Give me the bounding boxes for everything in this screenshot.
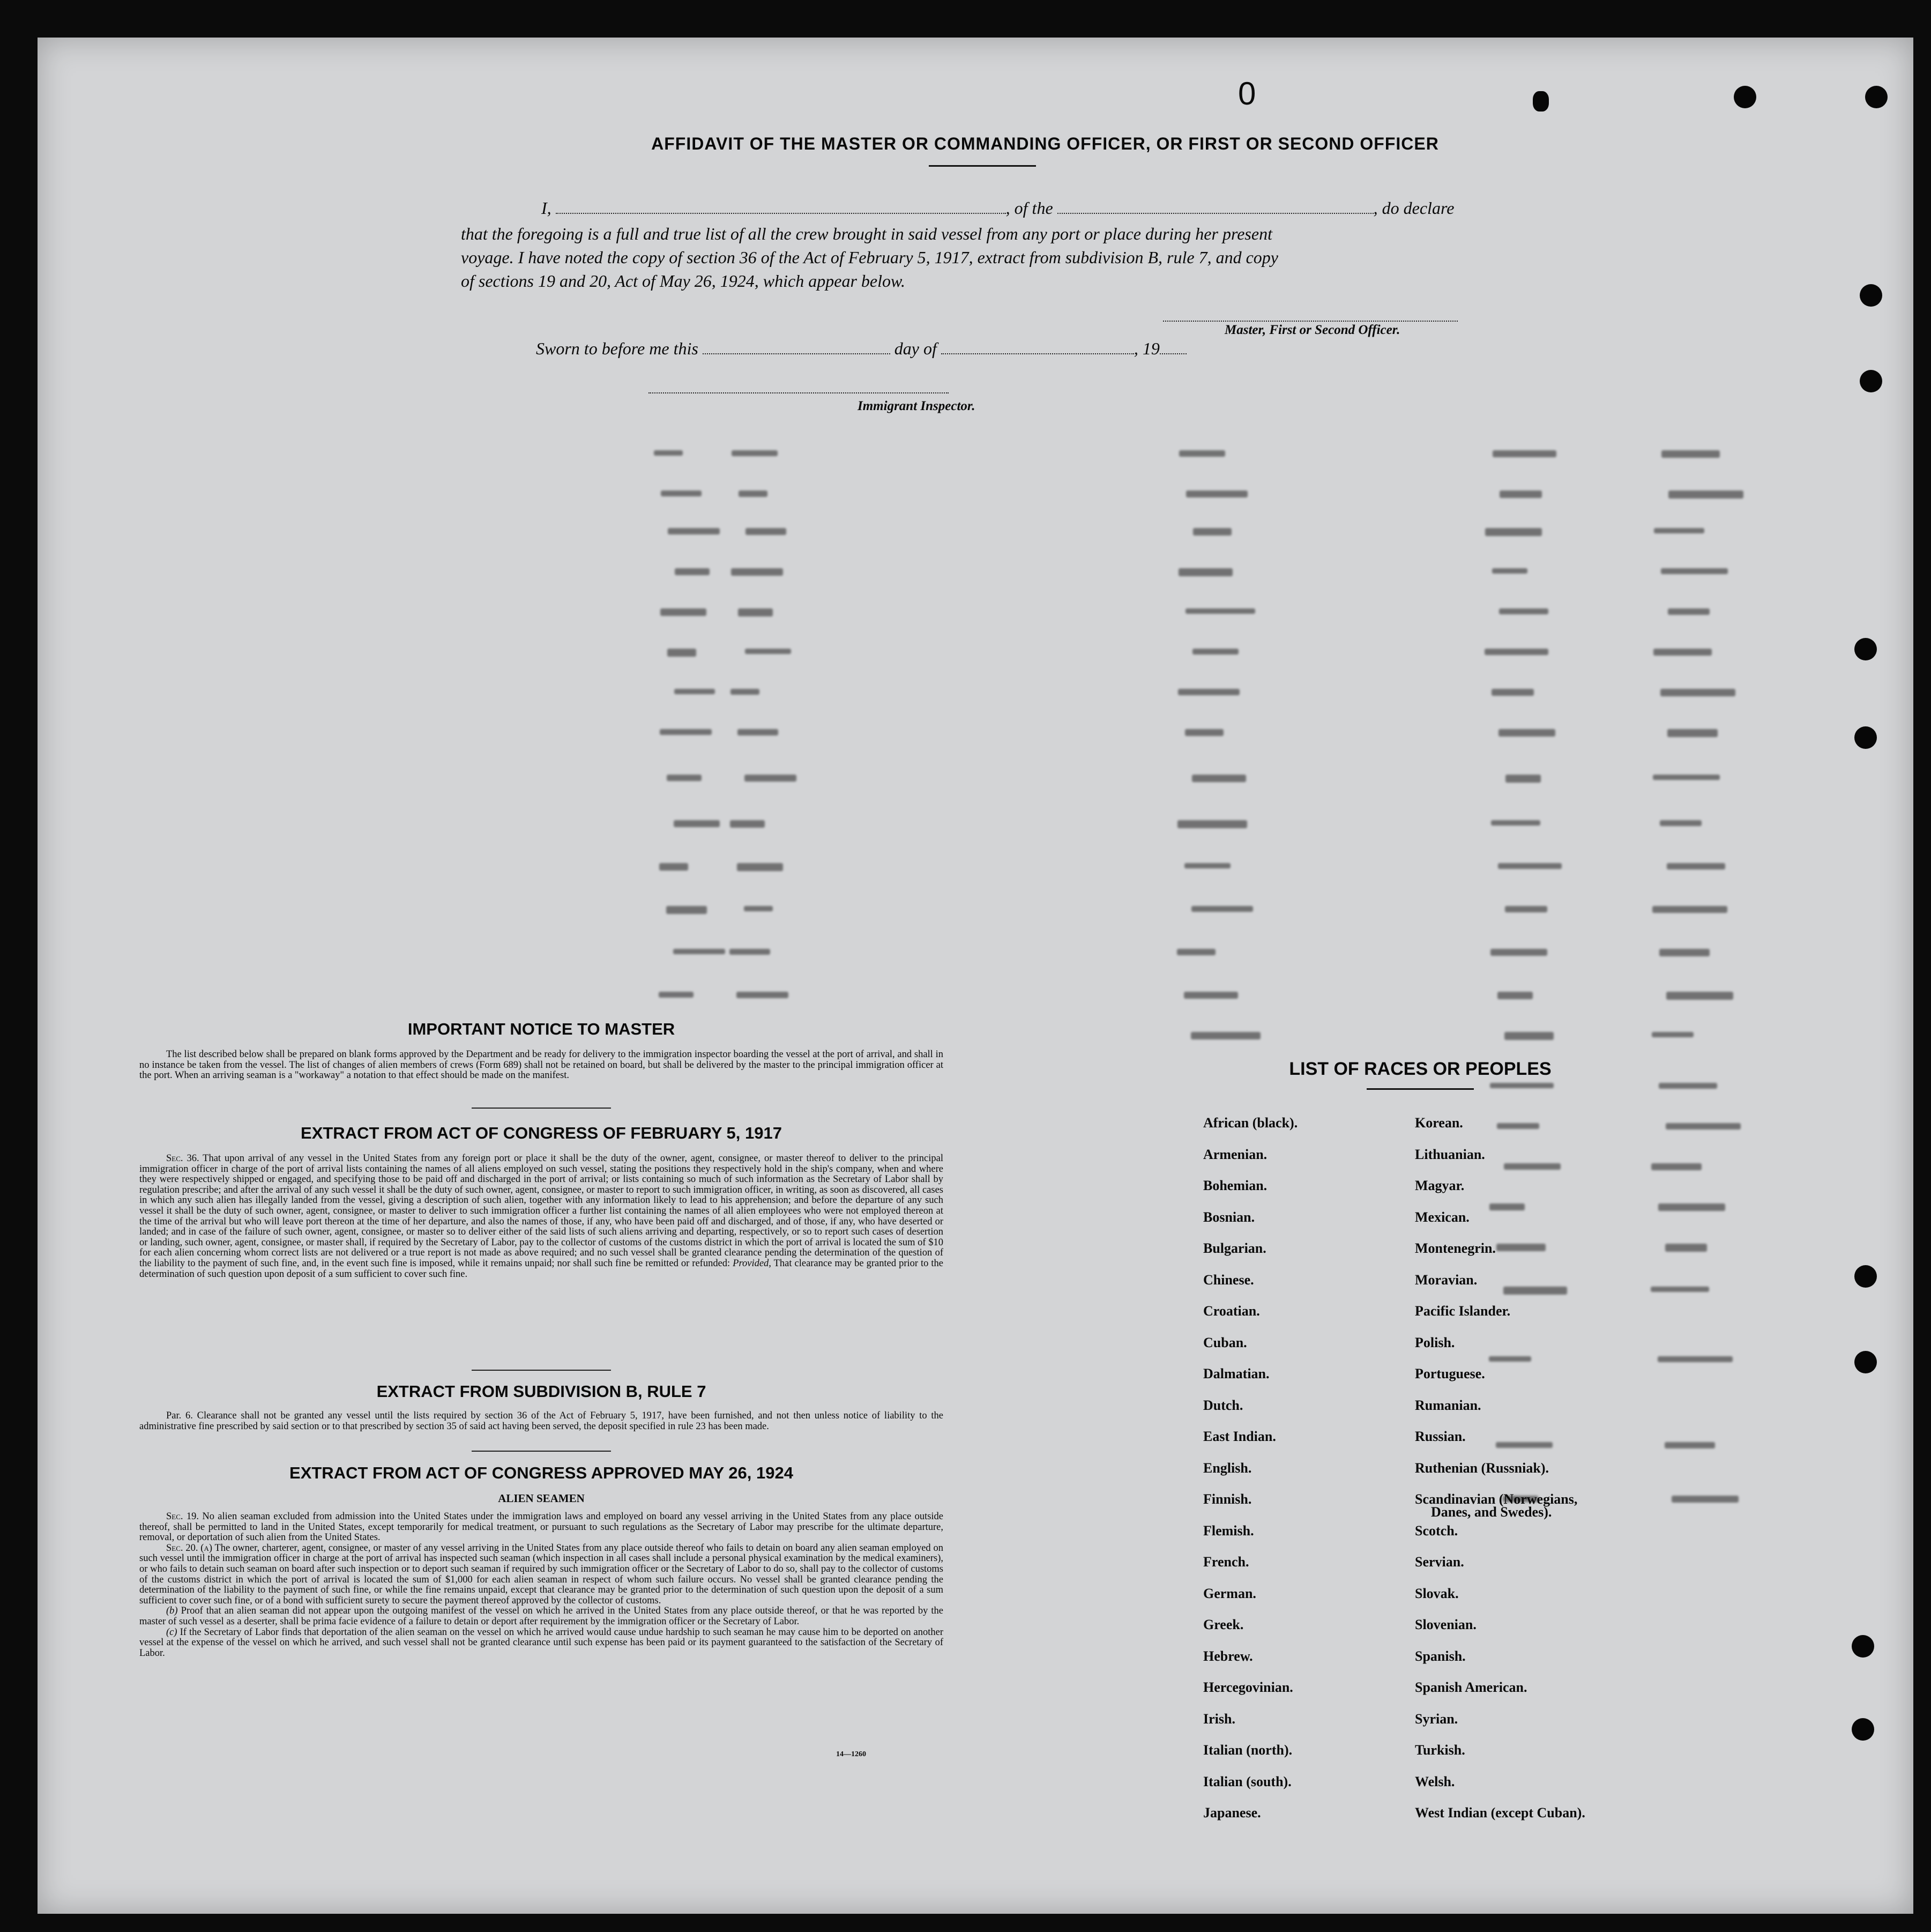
race-label: Montenegrin.	[1415, 1240, 1496, 1256]
bleed-through-smudge	[736, 992, 788, 998]
bleed-through-smudge	[1659, 1083, 1717, 1089]
bleed-through-smudge	[1184, 863, 1231, 868]
race-label: Cuban.	[1203, 1334, 1247, 1350]
race-item	[1415, 1711, 1585, 1743]
bleed-through-smudge	[1490, 1083, 1554, 1088]
race-label: Irish.	[1203, 1711, 1235, 1727]
punch-hole	[1860, 370, 1882, 392]
bleed-through-smudge	[1191, 1032, 1261, 1039]
race-item	[1203, 1272, 1298, 1304]
bleed-through-smudge	[1652, 906, 1727, 913]
affidavit-line-4: of sections 19 and 20, Act of May 26, 1924, which appear below.	[461, 271, 905, 291]
affidavit-line-1	[461, 198, 1554, 218]
bleed-through-smudge	[1492, 568, 1527, 574]
extract-1924-title: EXTRACT FROM ACT OF CONGRESS APPROVED MAY 26, 1924	[289, 1463, 793, 1482]
sworn-year-blank	[1160, 340, 1187, 354]
bleed-through-smudge	[1500, 491, 1542, 498]
race-label: Russian.	[1415, 1429, 1466, 1444]
sec-36-label: Sec. 36.	[166, 1153, 199, 1164]
race-label: Dalmatian.	[1203, 1366, 1270, 1381]
race-item	[1415, 1648, 1585, 1680]
race-label: Pacific Islander.	[1415, 1303, 1511, 1319]
race-item	[1415, 1272, 1585, 1304]
race-label: Croatian.	[1203, 1303, 1260, 1319]
bleed-through-smudge	[1652, 1032, 1694, 1037]
race-item	[1415, 1303, 1585, 1335]
bleed-through-smudge	[730, 820, 765, 828]
bleed-through-smudge	[744, 906, 773, 911]
bleed-through-smudge	[744, 775, 796, 782]
sec-20b-body: Proof that an alien seaman did not appear upon the outgoing manifest of the vessel on which he arrived in the United States from any place outside thereof, or that he was reported by the master of such vessel as a deserter, shall be prima facie evidence of a failure to detain or deport after requirement by the immigration officer or the Secretary of Labor.	[139, 1606, 944, 1627]
race-item	[1203, 1240, 1298, 1272]
race-label: Slovenian.	[1415, 1617, 1477, 1632]
bleed-through-smudge	[661, 491, 702, 496]
race-label: Rumanian.	[1415, 1397, 1481, 1413]
race-item	[1203, 1648, 1298, 1680]
race-label: Italian (north).	[1203, 1742, 1293, 1758]
races-column-left	[1203, 1115, 1298, 1837]
race-label: African (black).	[1203, 1115, 1298, 1131]
bleed-through-smudge	[1651, 1287, 1709, 1292]
sec-20a-body: The owner, charterer, agent, consignee, or master of any vessel arriving in the United States from any place outside thereof who fails to detain on board any alien seaman employed on such vessel until the immigration officer in charge at the port of arrival has inspected such seaman (which inspection in all cases shall include a personal physical examination by the medical examiners), or who fails to detain such seaman on board after such inspection or to deport such seaman if required by such immigration officer or the Secretary of Labor to do so, shall pay to the collector of customs of the customs district in which the port of arrival is located the sum of $1,000 for each alien seaman in respect of whom such failure occurs. No vessel shall be granted clearance pending the determination of the liability to the payment of such fine, or while the fine remains unpaid, except that clearance may be granted prior to the determination of such question upon the deposit of a sum sufficient to cover such fine, or of a bond with sufficient surety to secure the payment thereof approved by the collector of customs.	[139, 1542, 943, 1606]
bleed-through-smudge	[1193, 528, 1232, 536]
sec-19-body: No alien seaman excluded from admission into the United States under the immigration laws and employed on board any vessel arriving in the United States from any place outside thereof, shall be permitted to land in the United States, except temporarily for medical treatment, or pursuant to such regulations as the Secretary of Labor may prescribe for the ultimate departure, removal, or deportation of such alien from the United States.	[139, 1511, 944, 1543]
sec-20-label: Sec. 20. (a)	[166, 1542, 212, 1554]
bleed-through-smudge	[1665, 1244, 1707, 1252]
sworn-day-blank	[703, 340, 890, 354]
bleed-through-smudge	[1185, 729, 1224, 736]
bleed-through-smudge	[738, 608, 773, 616]
race-label: Turkish.	[1415, 1742, 1465, 1758]
race-item	[1203, 1680, 1298, 1711]
race-item	[1203, 1147, 1298, 1178]
notice-text	[139, 1050, 943, 1081]
form-number: 14—1260	[836, 1750, 866, 1758]
bleed-through-smudge	[1505, 775, 1541, 783]
race-item	[1415, 1523, 1585, 1555]
race-item	[1415, 1617, 1585, 1648]
bleed-through-smudge	[1491, 820, 1540, 826]
sec-20c-body: If the Secretary of Labor finds that deportation of the alien seaman on the vessel on which he arrived would cause undue hardship to such seaman he may cause him to be deported on another vessel at the expense of the vessel on which he arrived, and such vessel shall not be granted clearance until such expense has been paid or its payment guaranteed to the satisfaction of the Secretary of Labor.	[139, 1626, 943, 1659]
race-item	[1415, 1209, 1585, 1241]
race-label: Portuguese.	[1415, 1366, 1485, 1381]
race-label: English.	[1203, 1460, 1252, 1476]
race-item	[1203, 1429, 1298, 1460]
race-label: Spanish American.	[1415, 1680, 1527, 1695]
sec-20c-label: (c)	[166, 1626, 177, 1638]
race-item	[1415, 1240, 1585, 1272]
affidavit-title: AFFIDAVIT OF THE MASTER OR COMMANDING OFFICER, OR FIRST OR SECOND OFFICER	[651, 134, 1439, 153]
notice-title: IMPORTANT NOTICE TO MASTER	[407, 1020, 675, 1038]
bleed-through-smudge	[659, 992, 694, 998]
race-item	[1415, 1774, 1585, 1805]
punch-hole	[1533, 91, 1549, 112]
race-label: Dutch.	[1203, 1397, 1243, 1413]
bleed-through-smudge	[1498, 863, 1562, 869]
page-mark: 0	[1238, 76, 1256, 112]
bleed-through-smudge	[1668, 608, 1710, 615]
race-label: Armenian.	[1203, 1146, 1268, 1162]
bleed-through-smudge	[659, 863, 688, 871]
race-item	[1203, 1523, 1298, 1555]
race-item	[1203, 1178, 1298, 1209]
race-label: Flemish.	[1203, 1522, 1254, 1539]
race-label: Finnish.	[1203, 1491, 1252, 1507]
bleed-through-smudge	[1179, 450, 1225, 457]
race-item	[1203, 1115, 1298, 1147]
punch-hole	[1865, 86, 1888, 108]
bleed-through-smudge	[737, 863, 783, 871]
race-item	[1203, 1460, 1298, 1492]
bleed-through-smudge	[1666, 992, 1733, 1000]
sec-36-body: That upon arrival of any vessel in the United States from any foreign port or place it shall be the duty of the owner, agent, consignee, or master thereof to deliver to the principal immigration officer in charge of the port of arrival lists containing the names of all aliens employed on such vessel, stating the positions they respectively hold in the ship's company, when and where they were respectively shipped or engaged, and specifying those to be paid off and discharged in the port of arrival; or lists containing so much of such information as the Secretary of Labor shall by regulation prescribe; and after the arrival of any such vessel it shall be the duty of such owner, agent, consignee, or master to report to such immigration officer, in writing, as soon as discovered, all cases in which any such alien has illegally landed from the vessel, giving a description of such alien, together with any information likely to lead to his apprehension; and before the departure of any such vessel it shall be the duty of such owner, agent, consignee, or master to deliver to such immigration officer a further list containing the names of all alien employees who were not employed thereon at the time of the arrival but who will leave port thereon at the time of her departure, and also the names of those, if any, who have been paid off and discharged, and of those, if any, who have deserted or landed; and in case of the failure of such owner, agent, consignee, or master so to deliver either of the said lists of such aliens arriving and departing, respectively, or so to report such cases of desertion or landing, such owner, agent, consignee, or master shall, if required by the Secretary of Labor, pay to the collector of customs of the customs district in which the port of arrival is located the sum of $10 for each alien concerning whom correct lists are not delivered or a true report is not made as above required; and no such vessel shall be granted clearance pending the determination of the question of the liability to the payment of such fine, and, in the event such fine is imposed, while it remains unpaid; nor shall such fine be remitted or refunded:	[139, 1153, 944, 1269]
bleed-through-smudge	[666, 906, 707, 914]
bleed-through-smudge	[729, 949, 770, 955]
bleed-through-smudge	[1177, 949, 1216, 955]
race-item	[1415, 1366, 1585, 1398]
race-label: Hercegovinian.	[1203, 1680, 1293, 1695]
race-item	[1415, 1680, 1585, 1711]
race-item	[1415, 1491, 1585, 1523]
race-item	[1203, 1742, 1298, 1774]
bleed-through-smudge	[1660, 689, 1735, 696]
race-label: Korean.	[1415, 1115, 1463, 1131]
race-item	[1415, 1460, 1585, 1492]
bleed-through-smudge	[1661, 450, 1720, 458]
bleed-through-smudge	[1186, 608, 1255, 614]
bleed-through-smudge	[1653, 649, 1712, 656]
divider	[472, 1370, 611, 1371]
bleed-through-smudge	[730, 689, 759, 695]
affidavit-line-3: voyage. I have noted the copy of section 36 of the Act of February 5, 1917, extract from subdivision B, rule 7, and copy	[461, 248, 1278, 267]
race-label: Servian.	[1415, 1554, 1464, 1570]
races-title: LIST OF RACES OR PEOPLES	[1289, 1059, 1552, 1079]
race-label: Syrian.	[1415, 1711, 1458, 1727]
bleed-through-smudge	[1654, 528, 1704, 533]
race-label: Bulgarian.	[1203, 1240, 1266, 1256]
vessel-blank	[1057, 200, 1374, 214]
punch-hole	[1854, 1351, 1877, 1373]
race-item	[1203, 1617, 1298, 1648]
extract-rule7-title: EXTRACT FROM SUBDIVISION B, RULE 7	[376, 1382, 706, 1401]
extract-1917-text	[139, 1154, 943, 1280]
race-label: Lithuanian.	[1415, 1146, 1485, 1162]
bleed-through-smudge	[1499, 608, 1548, 614]
race-item	[1415, 1805, 1585, 1837]
race-label: Italian (south).	[1203, 1773, 1292, 1789]
bleed-through-smudge	[1658, 1356, 1733, 1362]
race-label: Spanish.	[1415, 1648, 1466, 1664]
races-column-right	[1415, 1115, 1585, 1837]
extract-1917-title: EXTRACT FROM ACT OF CONGRESS OF FEBRUARY 5, 1917	[301, 1124, 782, 1142]
race-item	[1203, 1366, 1298, 1398]
punch-hole	[1734, 86, 1756, 108]
race-item	[1415, 1742, 1585, 1774]
document-page	[38, 38, 1913, 1914]
name-blank	[556, 200, 1006, 214]
punch-hole	[1860, 284, 1882, 307]
bleed-through-smudge	[674, 820, 720, 827]
sworn-year: , 19	[1134, 339, 1160, 358]
race-label: Scotch.	[1415, 1522, 1458, 1539]
inspector-signature-line	[648, 392, 949, 393]
sec-20b-label: (b)	[166, 1606, 178, 1617]
affidavit-of-the: , of the	[1005, 198, 1053, 218]
bleed-through-smudge	[1504, 1032, 1554, 1040]
bleed-through-smudge	[1192, 649, 1239, 655]
bleed-through-smudge	[673, 949, 725, 954]
bleed-through-smudge	[745, 649, 791, 654]
bleed-through-smudge	[739, 491, 767, 497]
race-item	[1415, 1554, 1585, 1586]
race-label: Chinese.	[1203, 1272, 1254, 1288]
race-label: German.	[1203, 1585, 1256, 1601]
race-item	[1203, 1209, 1298, 1241]
bleed-through-smudge	[660, 729, 712, 735]
race-item	[1415, 1335, 1585, 1366]
race-item	[1203, 1711, 1298, 1743]
master-signature-line	[1163, 321, 1458, 322]
bleed-through-smudge	[1666, 1123, 1741, 1130]
master-signature-label: Master, First or Second Officer.	[1225, 323, 1400, 337]
race-label: Japanese.	[1203, 1805, 1261, 1820]
bleed-through-smudge	[1485, 528, 1542, 536]
proviso-body: That clearance may be granted prior to the determination of such question upon deposit of a sum sufficient to cover such fine.	[139, 1258, 944, 1280]
bleed-through-smudge	[667, 775, 702, 781]
race-label: Mexican.	[1415, 1209, 1470, 1225]
bleed-through-smudge	[1661, 568, 1728, 574]
bleed-through-smudge	[674, 689, 715, 694]
bleed-through-smudge	[1672, 1496, 1739, 1503]
race-item	[1415, 1115, 1585, 1147]
extract-1924-text	[139, 1512, 943, 1659]
bleed-through-smudge	[1660, 820, 1702, 826]
bleed-through-smudge	[1178, 689, 1240, 695]
race-label: Bohemian.	[1203, 1178, 1268, 1193]
punch-hole	[1852, 1635, 1874, 1658]
divider	[472, 1108, 611, 1109]
bleed-through-smudge	[667, 649, 696, 657]
bleed-through-smudge	[1667, 729, 1718, 737]
bleed-through-smudge	[1668, 491, 1743, 499]
affidavit-declare: , do declare	[1373, 198, 1455, 218]
bleed-through-smudge	[1497, 992, 1533, 999]
bleed-through-smudge	[1658, 1203, 1725, 1211]
bleed-through-smudge	[1177, 820, 1247, 828]
punch-hole	[1854, 726, 1877, 749]
notice-paragraph: The list described below shall be prepared on blank forms approved by the Department and be ready for delivery to the immigration inspector boarding the vessel at the port of arrival, and shall in no instance be taken from the vessel. The list of changes of alien members of crews (Form 689) shall not be retained on board, but shall be delivered by the master to the principal immigration officer at the port. When an arriving seaman is a "workaway" a notation to that effect should be made on the manifest.	[139, 1049, 943, 1081]
extract-rule7-text	[139, 1411, 943, 1432]
bleed-through-smudge	[1653, 775, 1720, 780]
races-title-rule	[1367, 1088, 1474, 1090]
sworn-month-blank	[941, 340, 1134, 354]
bleed-through-smudge	[1498, 729, 1555, 737]
race-item	[1415, 1398, 1585, 1429]
bleed-through-smudge	[1485, 649, 1548, 655]
race-item	[1415, 1147, 1585, 1178]
bleed-through-smudge	[654, 450, 683, 456]
race-label: Scandinavian (Norwegians,	[1415, 1491, 1578, 1507]
bleed-through-smudge	[1651, 1163, 1702, 1170]
bleed-through-smudge	[1179, 568, 1233, 576]
bleed-through-smudge	[675, 568, 710, 575]
bleed-through-smudge	[1186, 491, 1248, 497]
race-item	[1415, 1178, 1585, 1209]
bleed-through-smudge	[668, 528, 720, 534]
inspector-signature-label: Immigrant Inspector.	[858, 399, 975, 413]
race-label: French.	[1203, 1554, 1249, 1570]
race-label: Ruthenian (Russniak).	[1415, 1460, 1549, 1476]
race-item	[1415, 1429, 1585, 1460]
race-label: Moravian.	[1415, 1272, 1478, 1288]
race-label: Hebrew.	[1203, 1648, 1253, 1664]
race-item	[1203, 1491, 1298, 1523]
race-item	[1203, 1774, 1298, 1805]
bleed-through-smudge	[1191, 906, 1253, 912]
bleed-through-smudge	[1184, 992, 1238, 999]
race-label: West Indian (except Cuban).	[1415, 1805, 1585, 1820]
race-item	[1203, 1335, 1298, 1366]
race-item	[1203, 1303, 1298, 1335]
race-label: Greek.	[1203, 1617, 1244, 1632]
race-label-continued: Danes, and Swedes).	[1431, 1504, 1552, 1520]
race-item	[1203, 1398, 1298, 1429]
sworn-day-of: day of	[894, 339, 937, 358]
bleed-through-smudge	[737, 729, 778, 735]
punch-hole	[1852, 1718, 1874, 1741]
race-label: Slovak.	[1415, 1585, 1459, 1601]
affidavit-i: I,	[541, 198, 551, 218]
race-label: Welsh.	[1415, 1773, 1455, 1789]
bleed-through-smudge	[1192, 775, 1246, 782]
bleed-through-smudge	[732, 450, 778, 456]
sworn-prefix: Sworn to before me this	[536, 339, 698, 358]
proviso-label: Provided,	[733, 1258, 771, 1269]
bleed-through-smudge	[1493, 450, 1556, 457]
bleed-through-smudge	[1490, 949, 1547, 956]
alien-seamen-subtitle: ALIEN SEAMEN	[498, 1492, 585, 1505]
punch-hole	[1854, 1265, 1877, 1288]
bleed-through-smudge	[660, 608, 706, 616]
sec-19-label: Sec. 19.	[166, 1511, 199, 1522]
race-label: East Indian.	[1203, 1429, 1276, 1444]
divider	[472, 1451, 611, 1452]
race-label: Bosnian.	[1203, 1209, 1255, 1225]
bleed-through-smudge	[1667, 863, 1725, 870]
race-item	[1203, 1805, 1298, 1837]
bleed-through-smudge	[1492, 689, 1534, 696]
affidavit-line-2: that the foregoing is a full and true list of all the crew brought in said vessel from any port or place during her present	[461, 224, 1272, 243]
punch-hole	[1854, 638, 1877, 660]
bleed-through-smudge	[731, 568, 783, 576]
race-item	[1203, 1554, 1298, 1586]
race-item	[1415, 1586, 1585, 1617]
race-label: Magyar.	[1415, 1178, 1465, 1193]
bleed-through-smudge	[1665, 1442, 1715, 1448]
title-rule	[929, 165, 1036, 167]
sworn-line	[536, 339, 1629, 359]
bleed-through-smudge	[1659, 949, 1710, 956]
rule7-paragraph: Par. 6. Clearance shall not be granted any vessel until the lists required by section 36 of the Act of February 5, 1917, have been furnished, and not then unless notice of liability to the administrative fine prescribed by said section or to that prescribed by section 35 of said act having been served, the deposit specified in rule 23 has been made.	[139, 1410, 943, 1432]
race-item	[1203, 1586, 1298, 1617]
bleed-through-smudge	[1505, 906, 1547, 912]
race-label: Polish.	[1415, 1334, 1455, 1350]
bleed-through-smudge	[745, 528, 786, 535]
